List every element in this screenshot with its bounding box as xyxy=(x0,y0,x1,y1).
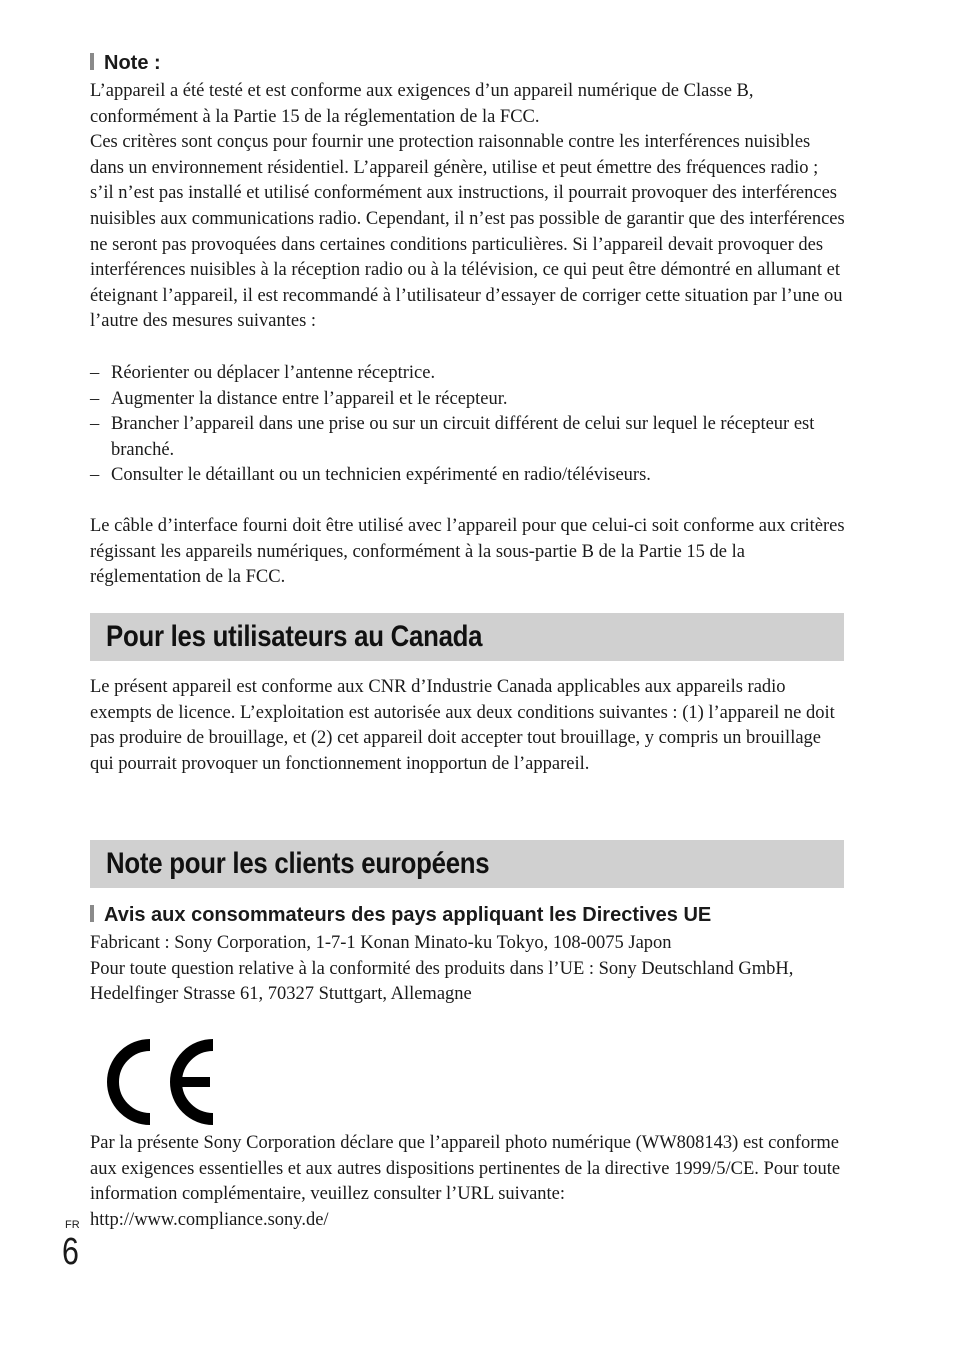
measure-item: – Réorienter ou déplacer l’antenne réceptrice. xyxy=(90,361,846,387)
page-number: 6 xyxy=(62,1231,79,1273)
manufacturer-line: Fabricant : Sony Corporation, 1-7-1 Konan Minato-ku Tokyo, 108-0075 Japon xyxy=(90,933,672,953)
canada-section-header xyxy=(90,613,844,661)
measure-item: – Consulter le détaillant ou un technicien expérimenté en radio/téléviseurs. xyxy=(90,463,846,489)
ce-mark-icon xyxy=(96,1037,218,1127)
language-code: FR xyxy=(65,1219,80,1231)
eu-directives-heading-text: Avis aux consommateurs des pays appliquant les Directives UE xyxy=(104,904,712,926)
heading-bar xyxy=(90,53,94,70)
cable-paragraph: Le câble d’interface fourni doit être utilisé avec l’appareil pour que celui-ci soit conforme aux critères régissant les appareils numériques, conformément à la sous-partie B de la Partie 15 de la réglementation de la FCC. xyxy=(90,516,845,588)
europe-title: Note pour les clients européens xyxy=(106,847,490,880)
canada-paragraph: Le présent appareil est conforme aux CNR d’Industrie Canada applicables aux appareils radio exempts de licence. L’exploitation est autorisée aux deux conditions suivantes : (1) l’appareil ne doit pas produire de brouillage, et (2) cet appareil doit accepter tout brouillage, y compris un brouillage qui pourrait provoquer un fonctionnement inopportun de l’appareil. xyxy=(90,677,835,774)
note-heading-text: Note : xyxy=(104,52,161,74)
note-body xyxy=(90,79,846,335)
eu-directives-heading xyxy=(90,903,711,927)
note-paragraph-2: Ces critères sont conçus pour fournir une protection raisonnable contre les interférences nuisibles dans un environnement résidentiel. L’appareil génère, utilise et peut émettre des fréquences radio ; s’il n’est pas installé et utilisé conformément aux instructions, il pourrait provoquer des interférences nuisibles aux communications radio. Cependant, il n’est pas possible de garantir que des interférences ne seront pas provoquées dans certaines conditions particulières. Si l’appareil devait provoquer des interférences nuisibles à la réception radio ou à la télévision, ce qui peut être démontré en allumant et éteignant l’appareil, il est recommandé à l’utilisateur d’essayer de corriger cette situation par l’une ou l’autre des mesures suivantes : xyxy=(90,132,845,332)
manufacturer-info xyxy=(90,931,846,1008)
compliance-url: http://www.compliance.sony.de/ xyxy=(90,1209,329,1230)
measure-item: – Brancher l’appareil dans une prise ou sur un circuit différent de celui sur lequel le récepteur est branché. xyxy=(90,412,846,463)
declaration-text: Par la présente Sony Corporation déclare que l’appareil photo numérique (WW808143) est conforme aux exigences essentielles et aux autres dispositions pertinentes de la directive 1999/5/CE. Pour toute information complémentaire, veuillez consulter l’URL suivante: xyxy=(90,1133,841,1205)
eu-contact-line: Pour toute question relative à la conformité des produits dans l’UE : Sony Deutschland GmbH, Hedelfinger Strasse 61, 70327 Stuttgart, Allemagne xyxy=(90,958,794,1005)
canada-title: Pour les utilisateurs au Canada xyxy=(106,620,483,653)
measure-item: – Augmenter la distance entre l’appareil et le récepteur. xyxy=(90,387,846,413)
measures-list xyxy=(90,361,846,489)
heading-bar xyxy=(90,905,94,922)
europe-section-header xyxy=(90,840,844,888)
declaration xyxy=(90,1131,846,1233)
note-heading xyxy=(90,51,161,75)
note-paragraph-1: L’appareil a été testé et est conforme aux exigences d’un appareil numérique de Classe B, conformément à la Partie 15 de la réglementation de la FCC. xyxy=(90,81,754,127)
